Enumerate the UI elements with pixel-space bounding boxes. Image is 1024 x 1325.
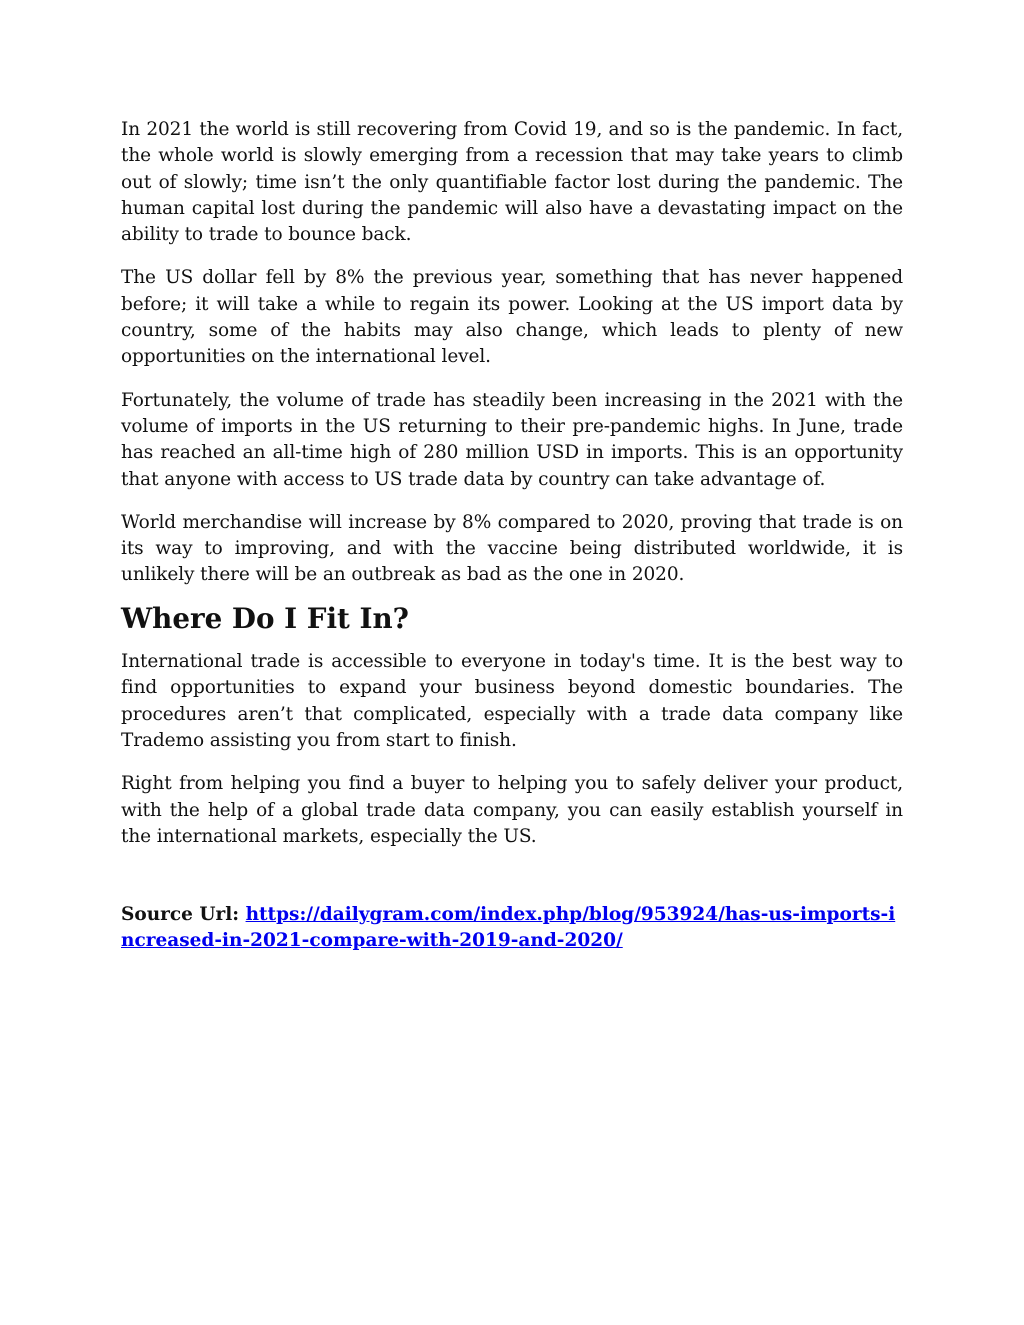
source-line — [121, 902, 903, 955]
document-page — [121, 117, 903, 955]
paragraph-international-trade: International trade is accessible to everyone in today's time. It is the best way to find opportunities to expand your business beyond domestic boundaries. The procedures aren’t that complicated, especially with a trade data company like Trademo assisting you from start to finish. — [121, 651, 903, 751]
paragraph-covid-recovery: In 2021 the world is still recovering from Covid 19, and so is the pandemic. In fact, the whole world is slowly emerging from a recession that may take years to climb out of slowly; time isn’t the only quantifiable factor lost during the pandemic. The human capital lost during the pandemic will also have a devastating impact on the ability to trade to bounce back. — [121, 119, 903, 246]
source-url-link[interactable]: https://dailygram.com/index.php/blog/953924/has-us-imports-increased-in-2021-compare-with-2019-and-2020/ — [121, 904, 896, 952]
paragraph-world-merchandise: World merchandise will increase by 8% compared to 2020, proving that trade is on its way to improving, and with the vaccine being distributed worldwide, it is unlikely there will be an outbreak as bad as the one in 2020. — [121, 511, 903, 586]
section-heading: Where Do I Fit In? — [121, 601, 409, 635]
source-label: Source Url: — [121, 904, 240, 926]
paragraph-us-dollar: The US dollar fell by 8% the previous year, something that has never happened before; it will take a while to regain its power. Looking at the US import data by country, some of the habits may also change, which leads to plenty of new opportunities on the international level. — [121, 267, 903, 368]
paragraph-global-trade-company: Right from helping you find a buyer to helping you to safely deliver your product, with the help of a global trade data company, you can easily establish yourself in the international markets, especially the US. — [121, 773, 903, 847]
paragraph-trade-volume: Fortunately, the volume of trade has steadily been increasing in the 2021 with the volume of imports in the US returning to their pre-pandemic highs. In June, trade has reached an all-time high of 280 million USD in imports. This is an opportunity that anyone with access to US trade data by country can take advantage of. — [121, 389, 903, 490]
